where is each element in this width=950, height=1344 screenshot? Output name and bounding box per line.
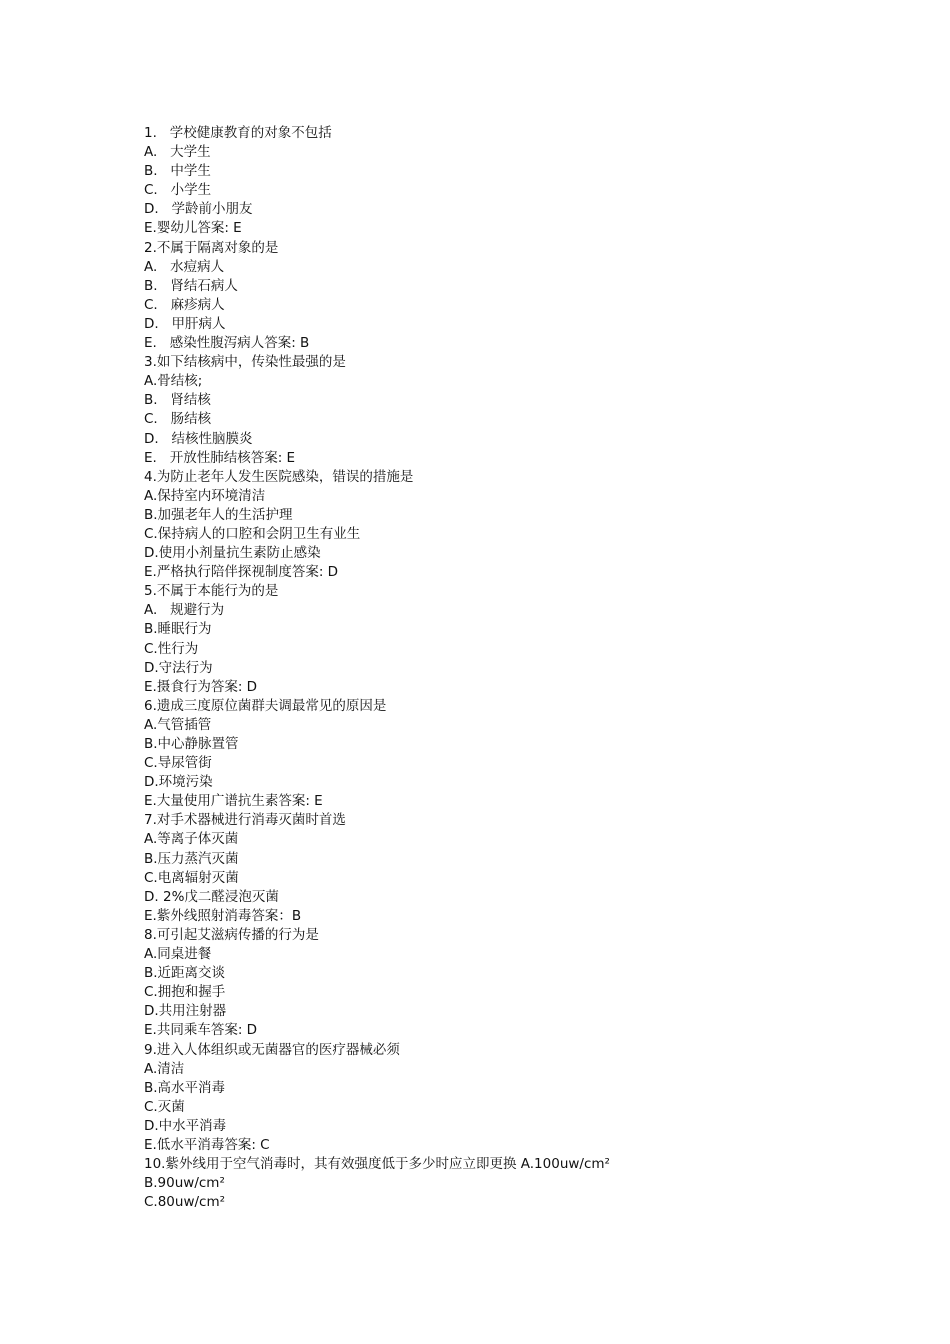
question-8-option-a: A.同桌进餐 [144,946,212,963]
question-2-option-c: C. 麻疹病人 [144,296,225,313]
question-10-option-b: B.90uw/cm² [144,1175,225,1192]
question-2-stem: 2.不属于隔离对象的是 [144,239,279,256]
question-6-option-e-answer: E.大量使用广谱抗生素答案: E [144,793,323,810]
question-6-option-c: C.导尿管街 [144,755,212,772]
question-5-option-b: B.睡眠行为 [144,621,212,638]
question-4-option-a: A.保持室内环境清洁 [144,487,266,504]
question-3-option-e-answer: E. 开放性肺结核答案: E [144,449,296,466]
question-6-option-b: B.中心静脉置管 [144,736,239,752]
question-2-option-b: B. 肾结石病人 [144,277,238,294]
question-4-option-d: D.使用小剂量抗生素防止感染 [144,545,321,562]
question-1-option-d: D. 学龄前小朋友 [144,201,253,218]
question-9-option-d: D.中水平消毒 [144,1117,227,1134]
question-10-stem-option-a: 10.紫外线用于空气消毒时，其有效强度低于多少时应立即更换 A.100uw/cm² [144,1156,610,1173]
question-2-option-d: D. 甲肝病人 [144,315,226,332]
question-5-option-c: C.性行为 [144,640,199,657]
question-6-option-d: D.环境污染 [144,774,213,791]
question-4-option-c: C.保持病人的口腔和会阴卫生有业生 [144,525,361,542]
question-3-stem: 3.如下结核病中，传染性最强的是 [144,354,346,371]
question-4-option-e-answer: E.严格执行陪伴探视制度答案: D [144,564,339,581]
question-9-option-a: A.清洁 [144,1060,185,1077]
question-7-stem: 7.对手术器械进行消毒灭菌时首选 [144,812,346,829]
question-9-stem: 9.进入人体组织或无菌器官的医疗器械必须 [144,1041,400,1058]
question-8-stem: 8.可引起艾滋病传播的行为是 [144,926,319,943]
question-7-option-c: C.电离辐射灭菌 [144,869,239,886]
question-6-stem: 6.遗成三度原位菌群夫调最常见的原因是 [144,697,387,714]
question-7-option-b: B.压力蒸汽灭菌 [144,850,239,867]
question-9-option-c: C.灭菌 [144,1098,185,1115]
question-2-option-e-answer: E. 感染性腹泻病人答案: B [144,335,310,352]
question-8-option-c: C.拥抱和握手 [144,984,226,1001]
question-5-option-a: A. 规避行为 [144,602,225,619]
question-7-option-e-answer: E.紫外线照射消毒答案：B [144,907,302,924]
question-9-option-b: B.高水平消毒 [144,1079,226,1096]
question-4-option-b: B.加强老年人的生活护理 [144,506,293,523]
question-1-stem: 1. 学校健康教育的对象不包括 [144,125,332,141]
question-5-option-e-answer: E.摄食行为答案: D [144,678,258,695]
question-4-stem: 4.为防止老年人发生医院感染，错误的措施是 [144,468,414,485]
question-3-option-b: B. 肾结核 [144,392,211,409]
question-1-option-c: C. 小学生 [144,182,212,199]
question-2-option-a: A. 水痘病人 [144,258,225,275]
question-7-option-a: A.等离子体灭菌 [144,831,239,848]
question-10-option-c: C.80uw/cm² [144,1194,226,1211]
question-1-option-a: A. 大学生 [144,144,211,161]
question-1-option-b: B. 中学生 [144,163,211,180]
question-9-option-e-answer: E.低水平消毒答案: C [144,1136,270,1153]
question-8-option-d: D.共用注射器 [144,1003,227,1020]
question-5-stem: 5.不属于本能行为的是 [144,583,279,600]
question-8-option-b: B.近距离交谈 [144,965,226,982]
question-8-option-e-answer: E.共同乘车答案: D [144,1022,258,1039]
question-3-option-c: C. 肠结核 [144,411,212,428]
question-5-option-d: D.守法行为 [144,659,213,676]
question-1-option-e-answer: E.婴幼儿答案: E [144,220,242,237]
question-7-option-d: D. 2%戊二醛浸泡灭菌 [144,888,279,905]
question-3-option-d: D. 结核性脑膜炎 [144,430,253,447]
question-list [144,124,844,1212]
question-3-option-a: A.骨结核; [144,373,203,390]
question-6-option-a: A.气管插管 [144,716,212,733]
